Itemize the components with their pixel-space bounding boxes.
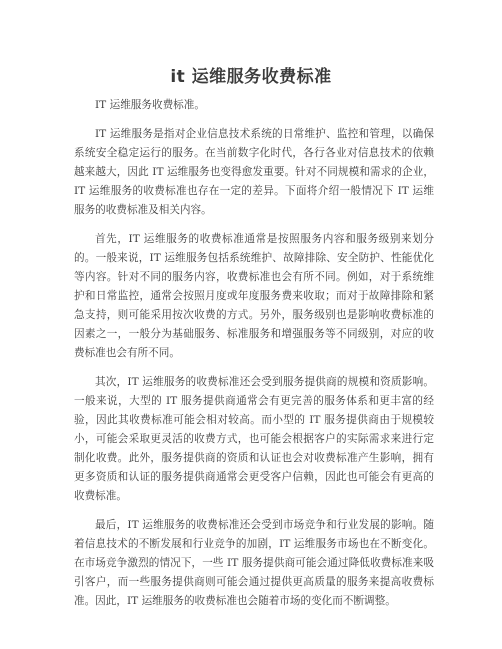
- paragraph-definition: IT 运维服务是指对企业信息技术系统的日常维护、监控和管理，以确保系统安全稳定运行的服务。在当前数字化时代，各行各业对信息技术的依赖越来越大，因此 IT 运维服务也变得愈发重要。针对不同规模和需求的企业，IT 运维服务的收费标准也存在一定的差异。下面将介绍一般情况下 IT 运维服务的收费标准及相关内容。: [74, 128, 434, 216]
- paragraph-last: 最后，IT 运维服务的收费标准还会受到市场竞争和行业发展的影响。随着信息技术的不断发展和行业竞争的加剧，IT 运维服务市场也在不断变化。在市场竞争激烈的情况下，一些 IT 服务提供商可能会通过降低收费标准来吸引客户，而一些服务提供商则可能会通过提供更高质量的服务来提高收费标准。因此，IT 运维服务的收费标准也会随着市场的变化而不断调整。: [74, 519, 434, 607]
- paragraph-second: 其次，IT 运维服务的收费标准还会受到服务提供商的规模和资质影响。一般来说，大型的 IT 服务提供商通常会有更完善的服务体系和更丰富的经验，因此其收费标准可能会相对较高。而小型的 IT 服务提供商由于规模较小，可能会采取更灵活的收费方式，也可能会根据客户的实际需求来进行定制化收费。此外，服务提供商的资质和认证也会对收费标准产生影响，拥有更多资质和认证的服务提供商通常会更受客户信赖，因此也可能会有更高的收费标准。: [74, 376, 434, 502]
- paragraph-intro: IT 运维服务收费标准。: [95, 99, 205, 111]
- paragraph-first: 首先，IT 运维服务的收费标准通常是按照服务内容和服务级别来划分的。一般来说，IT 运维服务包括系统维护、故障排除、安全防护、性能优化等内容。针对不同的服务内容，收费标准也会有所不同。例如，对于系统维护和日常监控，通常会按照月度或年度服务费来收取；而对于故障排除和紧急支持，则可能采用按次收费的方式。另外，服务级别也是影响收费标准的因素之一，一般分为基础服务、标准服务和增强服务等不同级别，对应的收费标准也会有所不同。: [74, 233, 434, 359]
- document-title: it 运维服务收费标准: [170, 67, 332, 87]
- document-body: [74, 96, 434, 621]
